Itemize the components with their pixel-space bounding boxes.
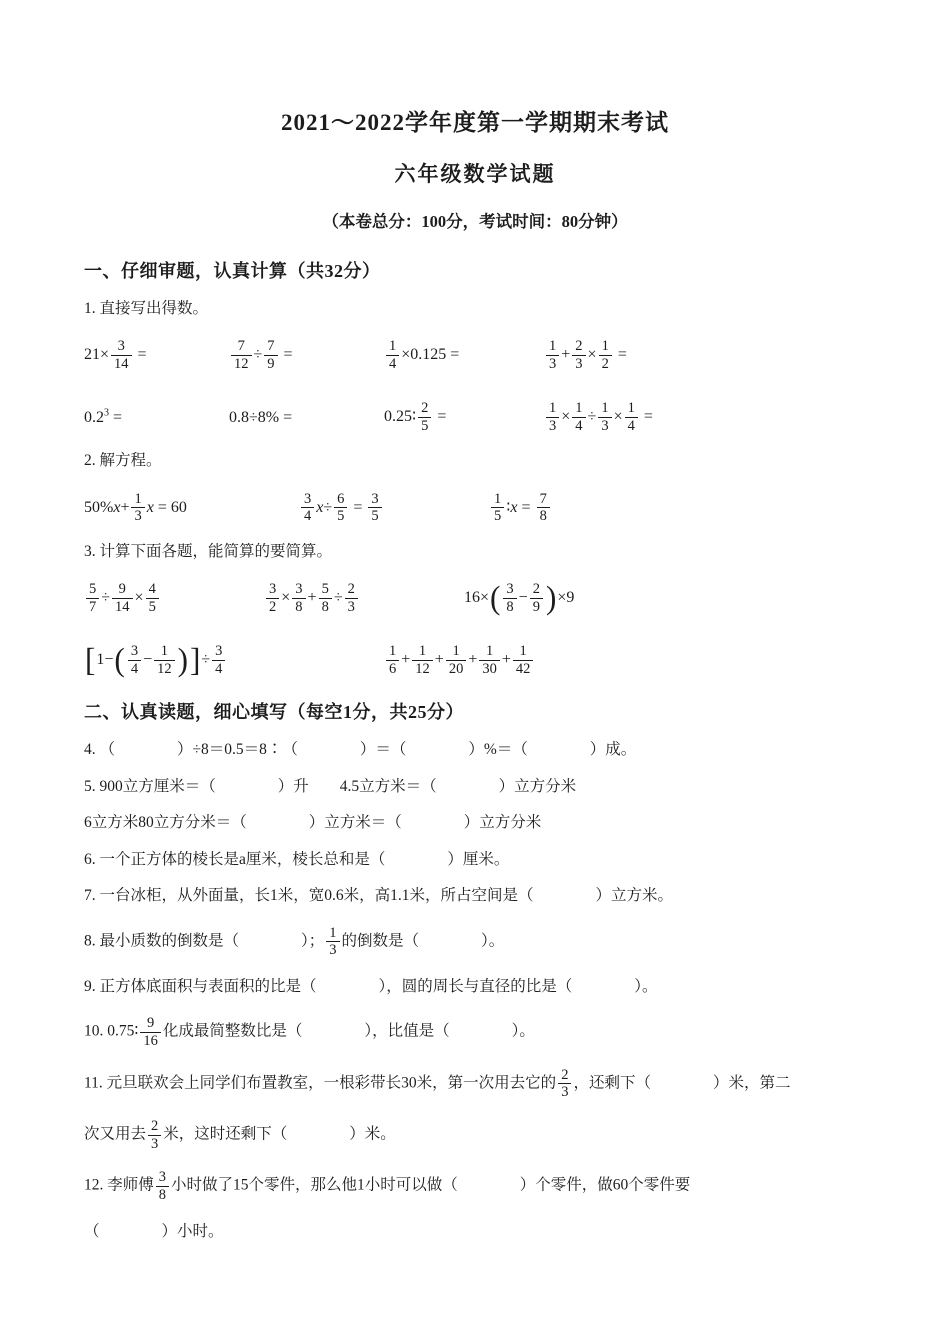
math-expr-1-3x1-4div1-3x1-4: $\frac{1}{3}$ × $\frac{1}{4}$ ÷ $\frac{1}{3}$ × $\frac{1}{4}$ =: [544, 400, 866, 434]
math-expr-7-12div7-9: $\frac{7}{12}$ ÷ $\frac{7}{9}$ =: [229, 338, 384, 372]
fill-item-11-line1: 11. 元旦联欢会上同学们布置教室，一根彩带长30米，第一次用去它的 $\frac{2}{3}$ ，还剩下（ ）米，第二: [84, 1066, 791, 1101]
fraction: $\frac{3}{4}$: [212, 643, 225, 677]
fraction: $\frac{1}{3}$: [546, 338, 559, 372]
fraction: $\frac{3}{4}$: [128, 643, 141, 677]
q1-row-1: [84, 326, 866, 384]
fraction: $\frac{3}{8}$: [503, 581, 516, 615]
fraction: $\frac{1}{12}$: [154, 643, 175, 677]
fraction: $\frac{1}{3}$: [598, 400, 611, 434]
math-expr-08div8pct: 0.8÷8% =: [229, 408, 293, 426]
fraction: $\frac{1}{3}$: [326, 925, 339, 959]
math-eq-50pct-x: 50%x+ $\frac{1}{3}$ x = 60: [84, 490, 187, 525]
q1-label: 1. 直接写出得数。: [84, 299, 209, 317]
fraction: $\frac{2}{3}$: [148, 1118, 161, 1152]
fraction: $\frac{9}{14}$: [112, 581, 133, 615]
fill-item-5: 5. 900立方厘米＝（ ）升 4.5立方米＝（ ）立方分米: [84, 777, 577, 795]
section1-heading: 一、仔细审题，认真计算（共32分）: [84, 260, 381, 281]
math-expr-1-3plus2-3x1-2: $\frac{1}{3}$ + $\frac{2}{3}$ × $\frac{1}{2}$ =: [544, 338, 866, 372]
math-expr-21x3-14: 21× $\frac{3}{14}$ =: [84, 338, 147, 372]
math-eq-1-5x: $\frac{1}{5}$ ∶x = $\frac{7}{8}$: [489, 491, 866, 525]
fraction: $\frac{3}{14}$: [111, 338, 132, 372]
fraction: $\frac{6}{5}$: [334, 491, 347, 525]
fraction: $\frac{2}{3}$: [558, 1067, 571, 1101]
fraction: $\frac{1}{42}$: [513, 643, 534, 677]
fraction: $\frac{3}{8}$: [292, 581, 305, 615]
fraction: $\frac{7}{12}$: [231, 338, 252, 372]
fill-item-12-line2: （ ）小时。: [84, 1222, 224, 1240]
math-expr-bracket1minus: [1−( $\frac{3}{4}$ − $\frac{1}{12}$ )]÷ $\frac{3}{4}$: [84, 643, 384, 677]
fill-item-12-line1: 12. 李师傅 $\frac{3}{8}$ 小时做了15个零件，那么他1小时可以做（ ）个零件，做60个零件要: [84, 1169, 691, 1204]
math-expr-3-2x3-8plus: $\frac{3}{2}$ × $\frac{3}{8}$ + $\frac{5}{8}$ ÷ $\frac{2}{3}$: [264, 581, 464, 615]
fraction: $\frac{5}{7}$: [86, 581, 99, 615]
fraction: $\frac{1}{3}$: [546, 400, 559, 434]
q1-row-2: [84, 388, 866, 446]
fill-item-8: 8. 最小质数的倒数是（ ）； $\frac{1}{3}$ 的倒数是（ ）。: [84, 924, 505, 959]
fill-item-4: 4. （ ）÷8＝0.5＝8∶（ ）＝（ ）%＝（ ）成。: [84, 741, 637, 759]
fill-item-7: 7. 一台冰柜，从外面量，长1米，宽0.6米，高1.1米，所占空间是（ ）立方米。: [84, 887, 674, 905]
math-expr-16xparen: 16×( $\frac{3}{8}$ − $\frac{2}{9}$ )×9: [464, 579, 575, 617]
fraction: $\frac{3}{5}$: [368, 491, 381, 525]
q3-label: 3. 计算下面各题，能简算的要简算。: [84, 542, 333, 560]
fraction: $\frac{1}{30}$: [479, 643, 500, 677]
fraction: $\frac{3}{2}$: [266, 581, 279, 615]
q2-label: 2. 解方程。: [84, 452, 162, 470]
fill-in-section: [84, 739, 866, 1243]
fraction: $\frac{1}{20}$: [446, 643, 467, 677]
fraction: $\frac{1}{6}$: [386, 643, 399, 677]
math-eq-3-4x: $\frac{3}{4}$ x÷ $\frac{6}{5}$ = $\frac{3}{5}$: [299, 491, 489, 525]
fraction: $\frac{2}{9}$: [530, 581, 543, 615]
fraction: $\frac{1}{5}$: [491, 491, 504, 525]
fraction: $\frac{1}{4}$: [386, 338, 399, 372]
fraction: $\frac{9}{16}$: [140, 1015, 161, 1049]
fraction: $\frac{7}{8}$: [537, 491, 550, 525]
exam-paper: [84, 106, 866, 1243]
fraction: $\frac{1}{4}$: [625, 400, 638, 434]
fraction: $\frac{3}{8}$: [156, 1169, 169, 1203]
q3-row-1: [84, 569, 866, 627]
fill-item-10: 10. 0.75∶ $\frac{9}{16}$ 化成最简整数比是（ ），比值是（ ）。: [84, 1015, 535, 1050]
fraction: $\frac{7}{9}$: [264, 338, 277, 372]
fraction: $\frac{2}{3}$: [572, 338, 585, 372]
math-expr-unit-fraction-sum: $\frac{1}{6}$ + $\frac{1}{12}$ + $\frac{1}{20}$ + $\frac{1}{30}$ + $\frac{1}{42}$: [384, 643, 866, 677]
fill-item-6: 6. 一个正方体的棱长是a厘米，棱长总和是（ ）厘米。: [84, 850, 510, 868]
fraction: $\frac{1}{3}$: [131, 491, 144, 525]
math-expr-1-4x0125: $\frac{1}{4}$ ×0.125 =: [384, 338, 544, 372]
q3-row-2: [84, 631, 866, 689]
section2-heading: 二、认真读题，细心填写（每空1分，共25分）: [84, 702, 464, 723]
fill-item-11-line2: 次又用去 $\frac{2}{3}$ 米，这时还剩下（ ）米。: [84, 1118, 396, 1152]
fraction: $\frac{2}{5}$: [418, 400, 431, 434]
exam-subtitle: 六年级数学试题: [394, 162, 556, 187]
fraction: $\frac{1}{4}$: [572, 400, 585, 434]
fraction: $\frac{4}{5}$: [146, 581, 159, 615]
math-expr-5-7div9-14x4-5: $\frac{5}{7}$ ÷ $\frac{9}{14}$ × $\frac{4}{5}$: [84, 581, 264, 615]
fraction: $\frac{1}{2}$: [599, 338, 612, 372]
fill-item-5-continued: 6立方米80立方分米＝（ ）立方米＝（ ）立方分米: [84, 814, 542, 832]
fraction: $\frac{3}{4}$: [301, 491, 314, 525]
fraction: $\frac{1}{12}$: [412, 643, 433, 677]
fraction: $\frac{5}{8}$: [319, 581, 332, 615]
exam-meta: （本卷总分：100分，考试时间：80分钟）: [322, 211, 628, 231]
q2-row-1: [84, 479, 866, 537]
fraction: $\frac{2}{3}$: [345, 581, 358, 615]
math-expr-02cubed: $0.2^3$ =: [84, 407, 123, 426]
fill-item-9: 9. 正方体底面积与表面积的比是（ ），圆的周长与直径的比是（ ）。: [84, 977, 658, 995]
exam-title: 2021～2022学年度第一学期期末考试: [281, 110, 669, 135]
math-expr-025ratio2-5: 0.25∶ $\frac{2}{5}$ =: [384, 400, 447, 434]
